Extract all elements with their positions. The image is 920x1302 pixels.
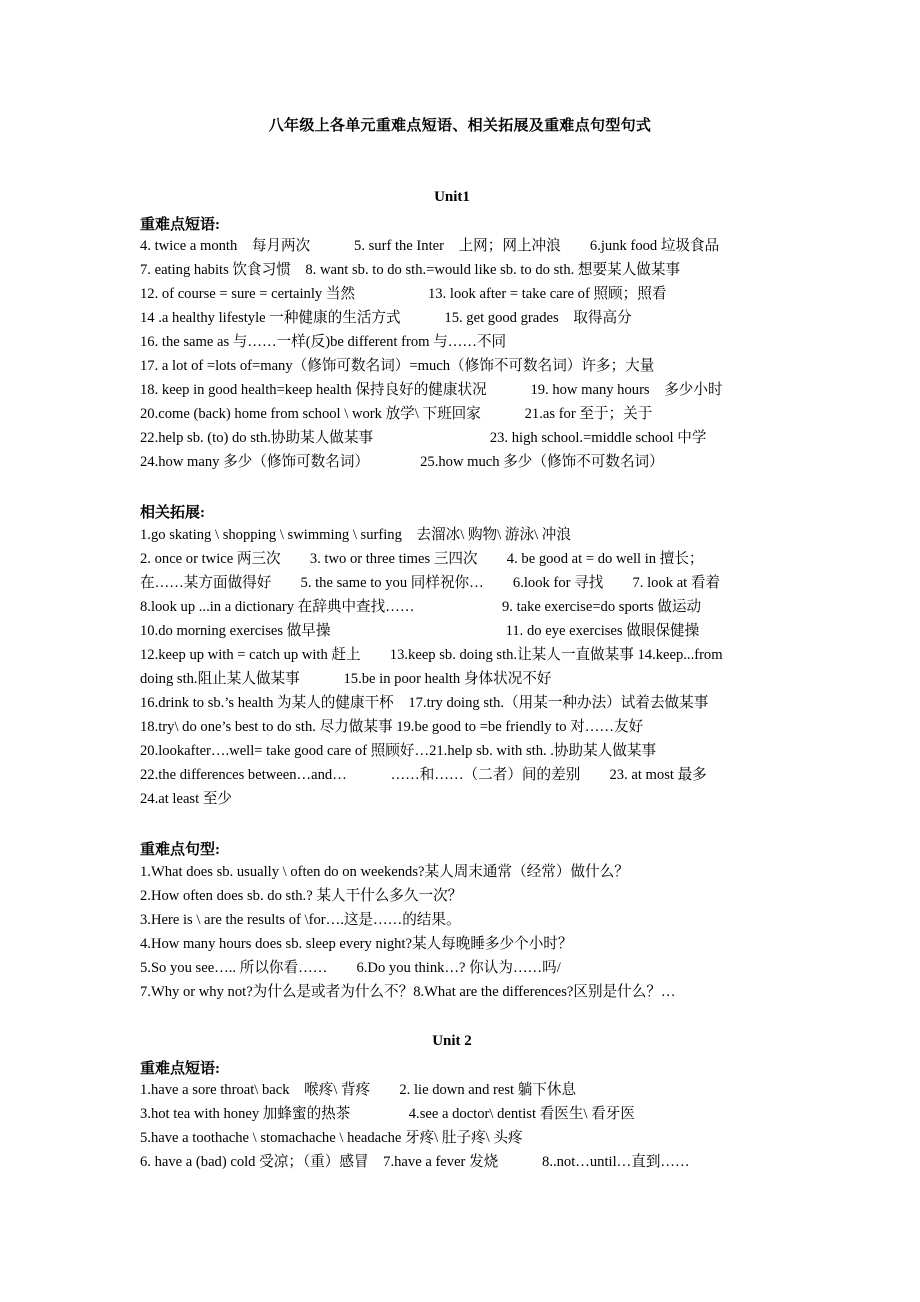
unit1-extension-line: 10.do morning exercises 做早操 11. do eye exercises 做眼保健操 [140,623,700,639]
unit1-extension-line: 12.keep up with = catch up with 赶上 13.keep sb. doing sth.让某人一直做某事 14.keep...from [140,647,723,663]
unit1-phrase-line: 24.how many 多少（修饰可数名词） 25.how much 多少（修饰不可数名词） [140,454,664,470]
unit1-sentence-line: 1.What does sb. usually \ often do on weekends?某人周末通常（经常）做什么？ [140,864,629,880]
unit1-phrase-line: 20.come (back) home from school \ work 放学\ 下班回家 21.as for 至于；关于 [140,406,653,422]
unit1-extension-line: 2. once or twice 两三次 3. two or three times 三四次 4. be good at = do well in 擅长； [140,551,704,567]
unit1-phrase-line: 7. eating habits 饮食习惯 8. want sb. to do sth.=would like sb. to do sth. 想要某人做某事 [140,262,681,278]
unit1-sentence-line: 4.How many hours does sb. sleep every night?某人每晚睡多少个小时？ [140,936,573,952]
unit1-phrase-line: 16. the same as 与……一样(反)be different from 与……不同 [140,334,507,350]
unit1-phrase-line: 4. twice a month 每月两次 5. surf the Inter 上网；网上冲浪 6.junk food 垃圾食品 [140,238,720,254]
unit2-title: Unit 2 [432,1033,472,1049]
unit1-extension-line: 22.the differences between…and… ……和……（二者）间的差别 23. at most 最多 [140,767,707,783]
unit2-phrase-line: 1.have a sore throat\ back 喉疼\ 背疼 2. lie down and rest 躺下休息 [140,1082,577,1098]
unit1-extension-line: 1.go skating \ shopping \ swimming \ surfing 去溜冰\ 购物\ 游泳\ 冲浪 [140,527,571,543]
unit1-sentence-line: 7.Why or why not?为什么是或者为什么不？8.What are the differences?区别是什么？… [140,984,676,1000]
unit1-phrase-line: 12. of course = sure = certainly 当然 13. look after = take care of 照顾；照看 [140,286,667,302]
unit1-phrases-heading: 重难点短语: [140,217,220,233]
unit1-title: Unit1 [434,189,470,205]
document-title: 八年级上各单元重难点短语、相关拓展及重难点句型句式 [268,118,652,134]
unit1-extension-line: 24.at least 至少 [140,791,233,807]
unit1-sentences-heading: 重难点句型: [140,842,220,858]
unit2-phrase-line: 5.have a toothache \ stomachache \ headache 牙疼\ 肚子疼\ 头疼 [140,1130,523,1146]
unit1-extension-line: 8.look up ...in a dictionary 在辞典中查找…… 9. take exercise=do sports 做运动 [140,599,702,615]
unit1-extension-line: 在……某方面做得好 5. the same to you 同样祝你… 6.look for 寻找 7. look at 看着 [140,575,721,591]
unit1-extension-line: 18.try\ do one’s best to do sth. 尽力做某事 19.be good to =be friendly to 对……友好 [140,719,644,735]
unit1-extension-line: 20.lookafter….well= take good care of 照顾好…21.help sb. with sth. .协助某人做某事 [140,743,657,759]
unit1-sentence-line: 5.So you see….. 所以你看…… 6.Do you think…? 你认为……吗/ [140,960,561,976]
unit2-phrase-line: 3.hot tea with honey 加蜂蜜的热茶 4.see a doctor\ dentist 看医生\ 看牙医 [140,1106,635,1122]
unit1-sentence-line: 3.Here is \ are the results of \for….这是……的结果。 [140,912,461,928]
unit2-phrase-line: 6. have a (bad) cold 受凉；（重）感冒 7.have a fever 发烧 8..not…until…直到…… [140,1154,690,1170]
unit1-extension-heading: 相关拓展: [140,505,205,521]
unit1-phrase-line: 17. a lot of =lots of=many（修饰可数名词）=much（修饰不可数名词）许多；大量 [140,358,655,374]
unit1-phrase-line: 22.help sb. (to) do sth.协助某人做某事 23. high school.=middle school 中学 [140,430,707,446]
unit2-phrases-heading: 重难点短语: [140,1061,220,1077]
unit1-extension-line: doing sth.阻止某人做某事 15.be in poor health 身体状况不好 [140,671,552,687]
unit1-extension-line: 16.drink to sb.’s health 为某人的健康干杯 17.try doing sth.（用某一种办法）试着去做某事 [140,695,709,711]
unit1-phrase-line: 14 .a healthy lifestyle 一种健康的生活方式 15. get good grades 取得高分 [140,310,632,326]
unit1-phrase-line: 18. keep in good health=keep health 保持良好的健康状况 19. how many hours 多少小时 [140,382,723,398]
unit1-sentence-line: 2.How often does sb. do sth.? 某人干什么多久一次？ [140,888,463,904]
